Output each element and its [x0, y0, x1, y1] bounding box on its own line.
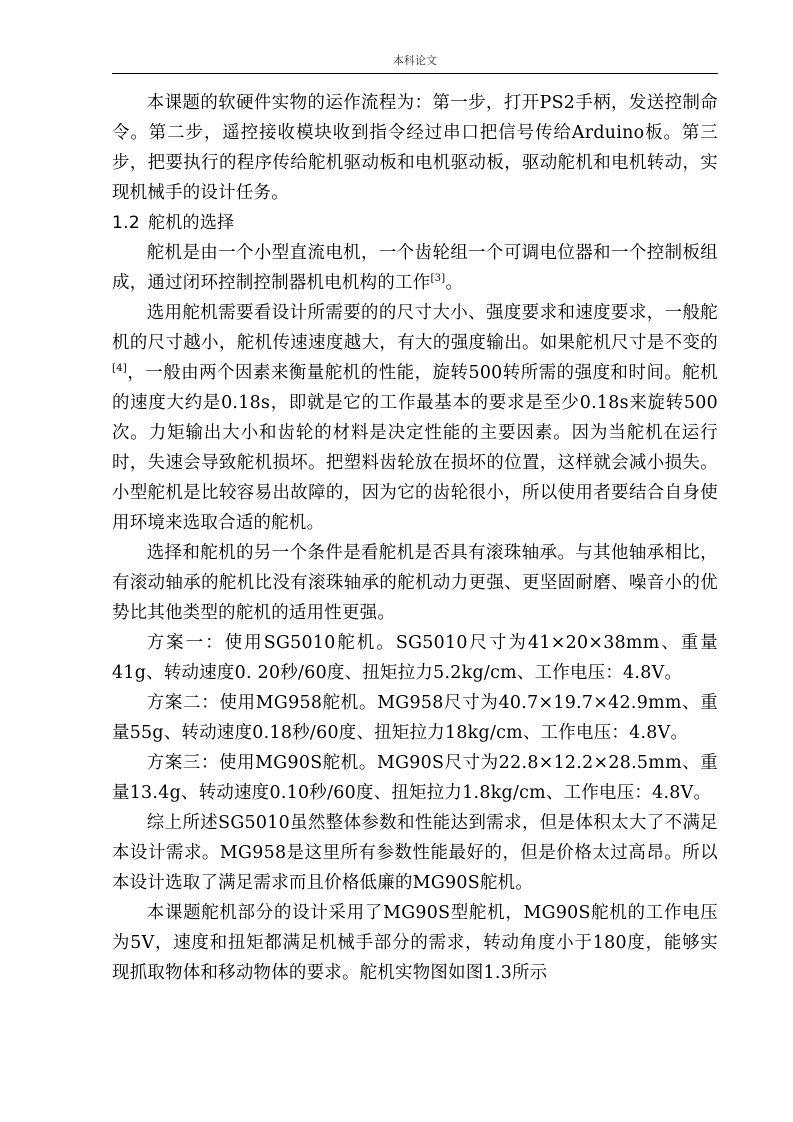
section-heading	[112, 208, 718, 238]
paragraph-text: 舵机是由一个小型直流电机，一个齿轮组一个可调电位器和一个控制板组成，通过闭环控制控制器机电机构的工作	[112, 243, 718, 293]
paragraph-servo-selection	[112, 298, 718, 538]
paragraph-workflow: 本课题的软硬件实物的运作流程为：第一步，打开PS2手柄，发送控制命令。第二步，遥控接收模块收到指令经过串口把信号传给Arduino板。第三步，把要执行的程序传给舵机驱动板和电机驱动板，驱动舵机和电机转动，实现机械手的设计任务。	[112, 93, 718, 203]
paragraph-conclusion: 本课题舵机部分的设计采用了MG90S型舵机，MG90S舵机的工作电压为5V，速度和扭矩都满足机械手部分的需求，转动角度小于180度，能够实现抓取物体和移动物体的要求。舵机实物图如图1.3所示	[112, 903, 718, 983]
citation-ref: [4]	[112, 363, 128, 375]
paragraph-text: 选用舵机需要看设计所需要的的尺寸大小、强度要求和速度要求，一般舵机的尺寸越小，舵机传速速度越大，有大的强度输出。如果舵机尺寸是不变的	[112, 303, 718, 353]
paragraph-servo-definition	[112, 238, 718, 298]
paragraph-option-3: 方案三：使用MG90S舵机。MG90S尺寸为22.8×12.2×28.5mm、重量13.4g、转动速度0.10秒/60度、扭矩拉力1.8kg/cm、工作电压：4.8V。	[112, 753, 718, 803]
paragraph-text: ，一般由两个因素来衡量舵机的性能，旋转500转所需的强度和时间。舵机的速度大约是0.18s，即就是它的工作最基本的要求是至少0.18s来旋转500次。力矩输出大小和齿轮的材料是决定性能的主要因素。因为当舵机在运行时，失速会导致舵机损坏。把塑料齿轮放在损坏的位置，这样就会减小损失。小型舵机是比较容易出故障的，因为它的齿轮很小，所以使用者要结合自身使用环境来选取合适的舵机。	[112, 363, 718, 533]
paragraph-option-2: 方案二：使用MG958舵机。MG958尺寸为40.7×19.7×42.9mm、重量55g、转动速度0.18秒/60度、扭矩拉力18kg/cm、工作电压：4.8V。	[112, 693, 718, 743]
section-number: 1.2	[112, 213, 140, 233]
paragraph-bearing: 选择和舵机的另一个条件是看舵机是否具有滚珠轴承。与其他轴承相比，有滚动轴承的舵机比没有滚珠轴承的舵机动力更强、更坚固耐磨、噪音小的优势比其他类型的舵机的适用性更强。	[112, 543, 718, 623]
paragraph-text: 。	[445, 273, 464, 293]
page-header: 本科论文	[393, 54, 437, 67]
document-body	[112, 88, 718, 988]
header-divider	[112, 73, 718, 74]
paragraph-option-1: 方案一：使用SG5010舵机。SG5010尺寸为41×20×38mm、重量41g、转动速度0. 20秒/60度、扭矩拉力5.2kg/cm、工作电压：4.8V。	[112, 633, 718, 683]
citation-ref: [3]	[430, 273, 446, 285]
section-title: 舵机的选择	[147, 213, 235, 233]
paragraph-summary: 综上所述SG5010虽然整体参数和性能达到需求，但是体积太大了不满足本设计需求。MG958是这里所有参数性能最好的，但是价格太过高昂。所以本设计选取了满足需求而且价格低廉的MG90S舵机。	[112, 813, 718, 893]
